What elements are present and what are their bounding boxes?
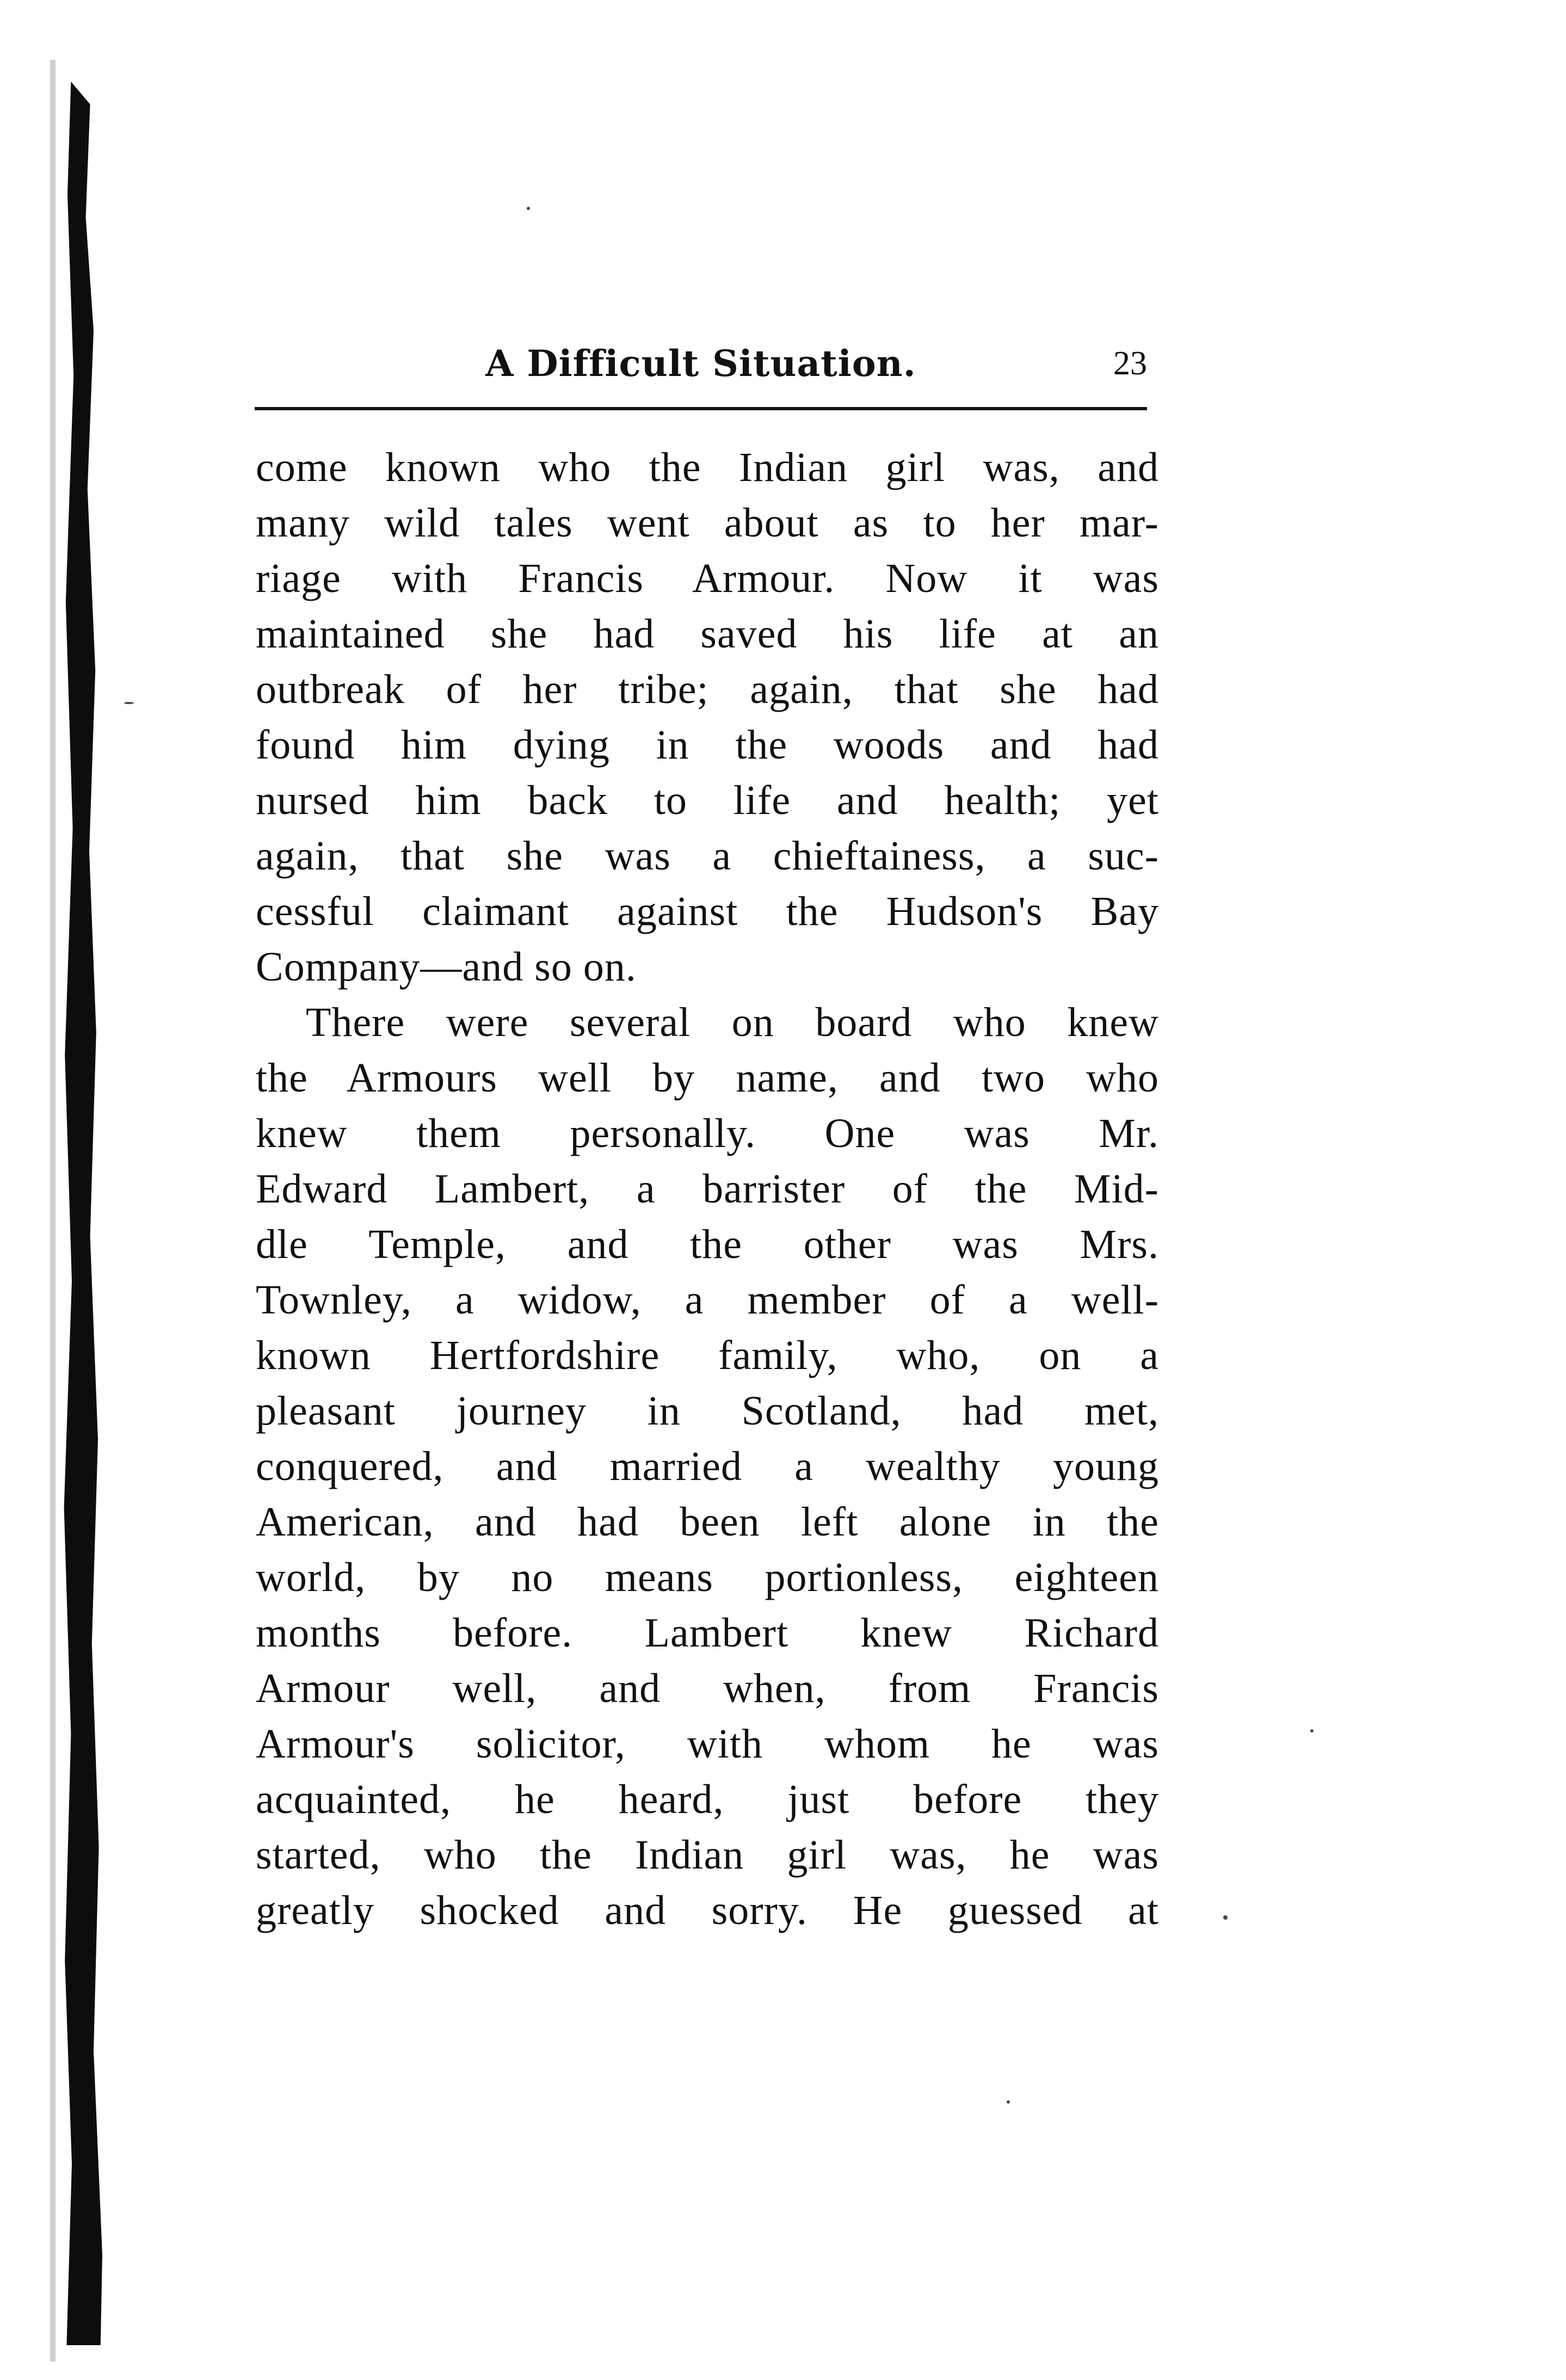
text-line: cessful claimant against the Hudson's Bay xyxy=(256,889,1159,934)
text-line: world, by no means portionless, eighteen xyxy=(256,1555,1159,1600)
text-line: Company—and so on. xyxy=(256,944,637,990)
text-line: knew them personally. One was Mr. xyxy=(256,1111,1159,1156)
text-line: American, and had been left alone in the xyxy=(256,1499,1159,1545)
paragraph xyxy=(256,995,1159,1938)
body-text xyxy=(256,440,1159,1938)
text-line: found him dying in the woods and had xyxy=(256,722,1159,768)
running-title: A Difficult Situation. xyxy=(485,342,916,385)
text-line: acquainted, he heard, just before they xyxy=(256,1777,1159,1822)
text-line: There were several on board who knew xyxy=(306,1000,1159,1045)
text-line: pleasant journey in Scotland, had met, xyxy=(256,1388,1159,1434)
text-line: nursed him back to life and health; yet xyxy=(256,778,1159,823)
text-line: months before. Lambert knew Richard xyxy=(256,1610,1159,1656)
text-line: again, that she was a chieftainess, a suc- xyxy=(256,833,1159,879)
page-header xyxy=(255,336,1147,396)
scan-speck xyxy=(527,207,530,210)
text-line: many wild tales went about as to her mar- xyxy=(256,500,1159,546)
text-line: come known who the Indian girl was, and xyxy=(256,445,1159,490)
scan-speck xyxy=(1007,2100,1010,2104)
text-line: dle Temple, and the other was Mrs. xyxy=(256,1222,1159,1267)
scan-speck xyxy=(1223,1915,1228,1920)
page-number: 23 xyxy=(1113,345,1147,382)
text-line: Armour well, and when, from Francis xyxy=(256,1666,1159,1711)
text-line: started, who the Indian girl was, he was xyxy=(256,1832,1159,1878)
text-line: greatly shocked and sorry. He guessed at xyxy=(256,1888,1159,1933)
scan-speck xyxy=(124,702,134,704)
scan-binding-edge xyxy=(59,82,102,2345)
text-line: Armour's solicitor, with whom he was xyxy=(256,1721,1159,1767)
scan-speck xyxy=(1310,1729,1314,1732)
scan-shadow xyxy=(50,60,56,2361)
header-rule xyxy=(255,407,1147,410)
text-line: known Hertfordshire family, who, on a xyxy=(256,1333,1159,1378)
text-line: the Armours well by name, and two who xyxy=(256,1055,1159,1101)
paragraph xyxy=(256,440,1159,995)
text-line: Edward Lambert, a barrister of the Mid- xyxy=(256,1166,1159,1212)
text-line: conquered, and married a wealthy young xyxy=(256,1444,1159,1489)
text-line: Townley, a widow, a member of a well- xyxy=(256,1277,1159,1323)
text-line: outbreak of her tribe; again, that she had xyxy=(256,667,1159,712)
text-line: maintained she had saved his life at an xyxy=(256,611,1159,657)
text-line: riage with Francis Armour. Now it was xyxy=(256,556,1159,601)
